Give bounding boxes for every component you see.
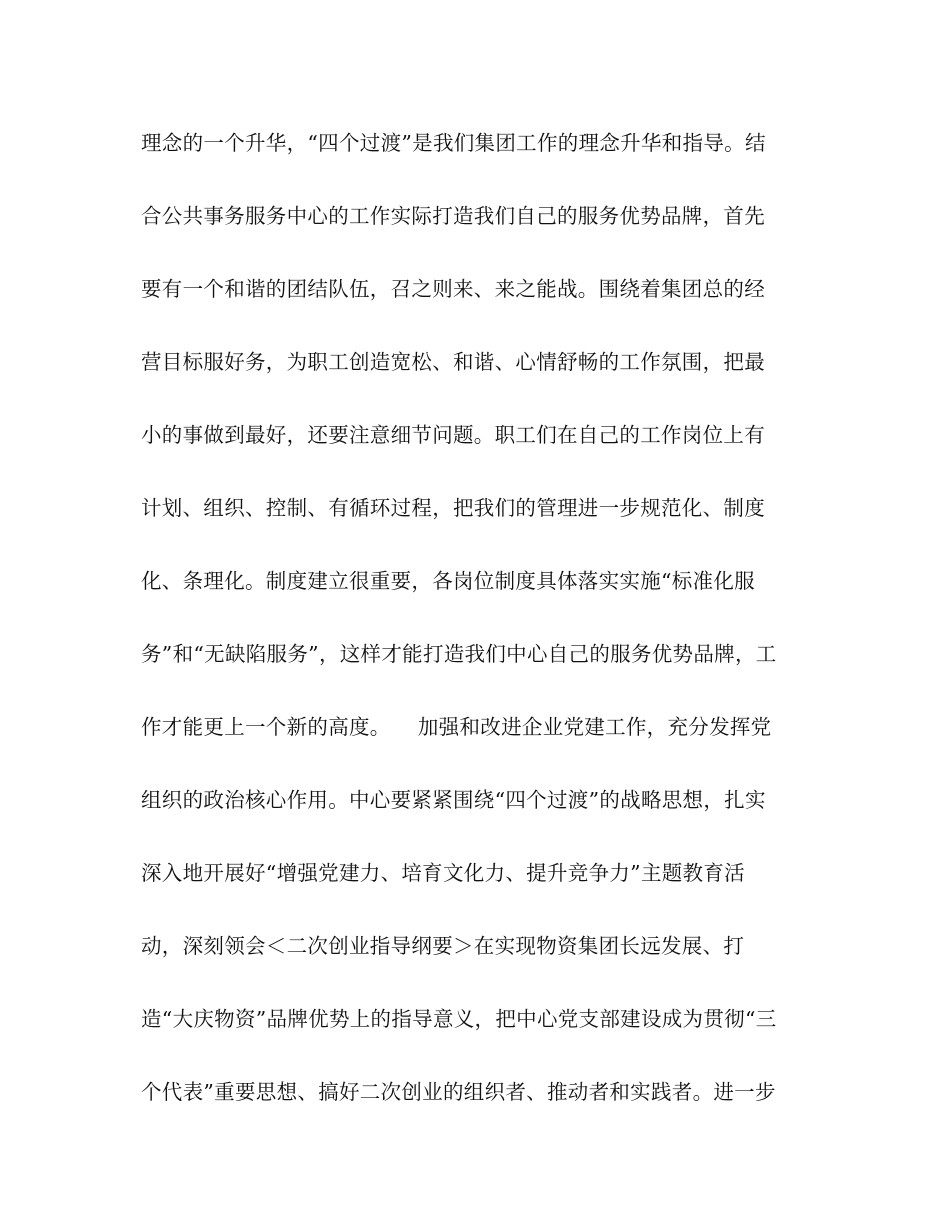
text-line: 化、条理化。制度建立很重要，各岗位制度具体落实实施“标准化服 <box>141 569 755 593</box>
text-line: 营目标服好务，为职工创造宽松、和谐、心情舒畅的工作氛围，把最 <box>141 350 765 374</box>
text-line: 计划、组织、控制、有循环过程，把我们的管理进一步规范化、制度 <box>141 496 765 520</box>
text-line: 动，深刻领会＜二次创业指导纲要＞在实现物资集团长远发展、打 <box>141 934 745 958</box>
text-line: 造“大庆物资”品牌优势上的指导意义，把中心党支部建设成为贯彻“三 <box>141 1007 777 1031</box>
text-line: 个代表”重要思想、搞好二次创业的组织者、推动者和实践者。进一步 <box>141 1080 776 1104</box>
text-line: 务”和“无缺陷服务”，这样才能打造我们中心自己的服务优势品牌，工 <box>141 642 777 666</box>
text-line: 理念的一个升华，“四个过渡”是我们集团工作的理念升华和指导。结 <box>141 131 766 155</box>
text-line: 深入地开展好“增强党建力、培育文化力、提升竞争力”主题教育活 <box>141 861 745 885</box>
text-line: 组织的政治核心作用。中心要紧紧围绕“四个过渡”的战略思想，扎实 <box>141 788 766 812</box>
text-line: 作才能更上一个新的高度。 加强和改进企业党建工作，充分发挥党 <box>141 715 772 739</box>
text-line: 要有一个和谐的团结队伍，召之则来、来之能战。围绕着集团总的经 <box>141 277 765 301</box>
text-line: 小的事做到最好，还要注意细节问题。职工们在自己的工作岗位上有 <box>141 423 765 447</box>
text-line: 合公共事务服务中心的工作实际打造我们自己的服务优势品牌，首先 <box>141 204 765 228</box>
